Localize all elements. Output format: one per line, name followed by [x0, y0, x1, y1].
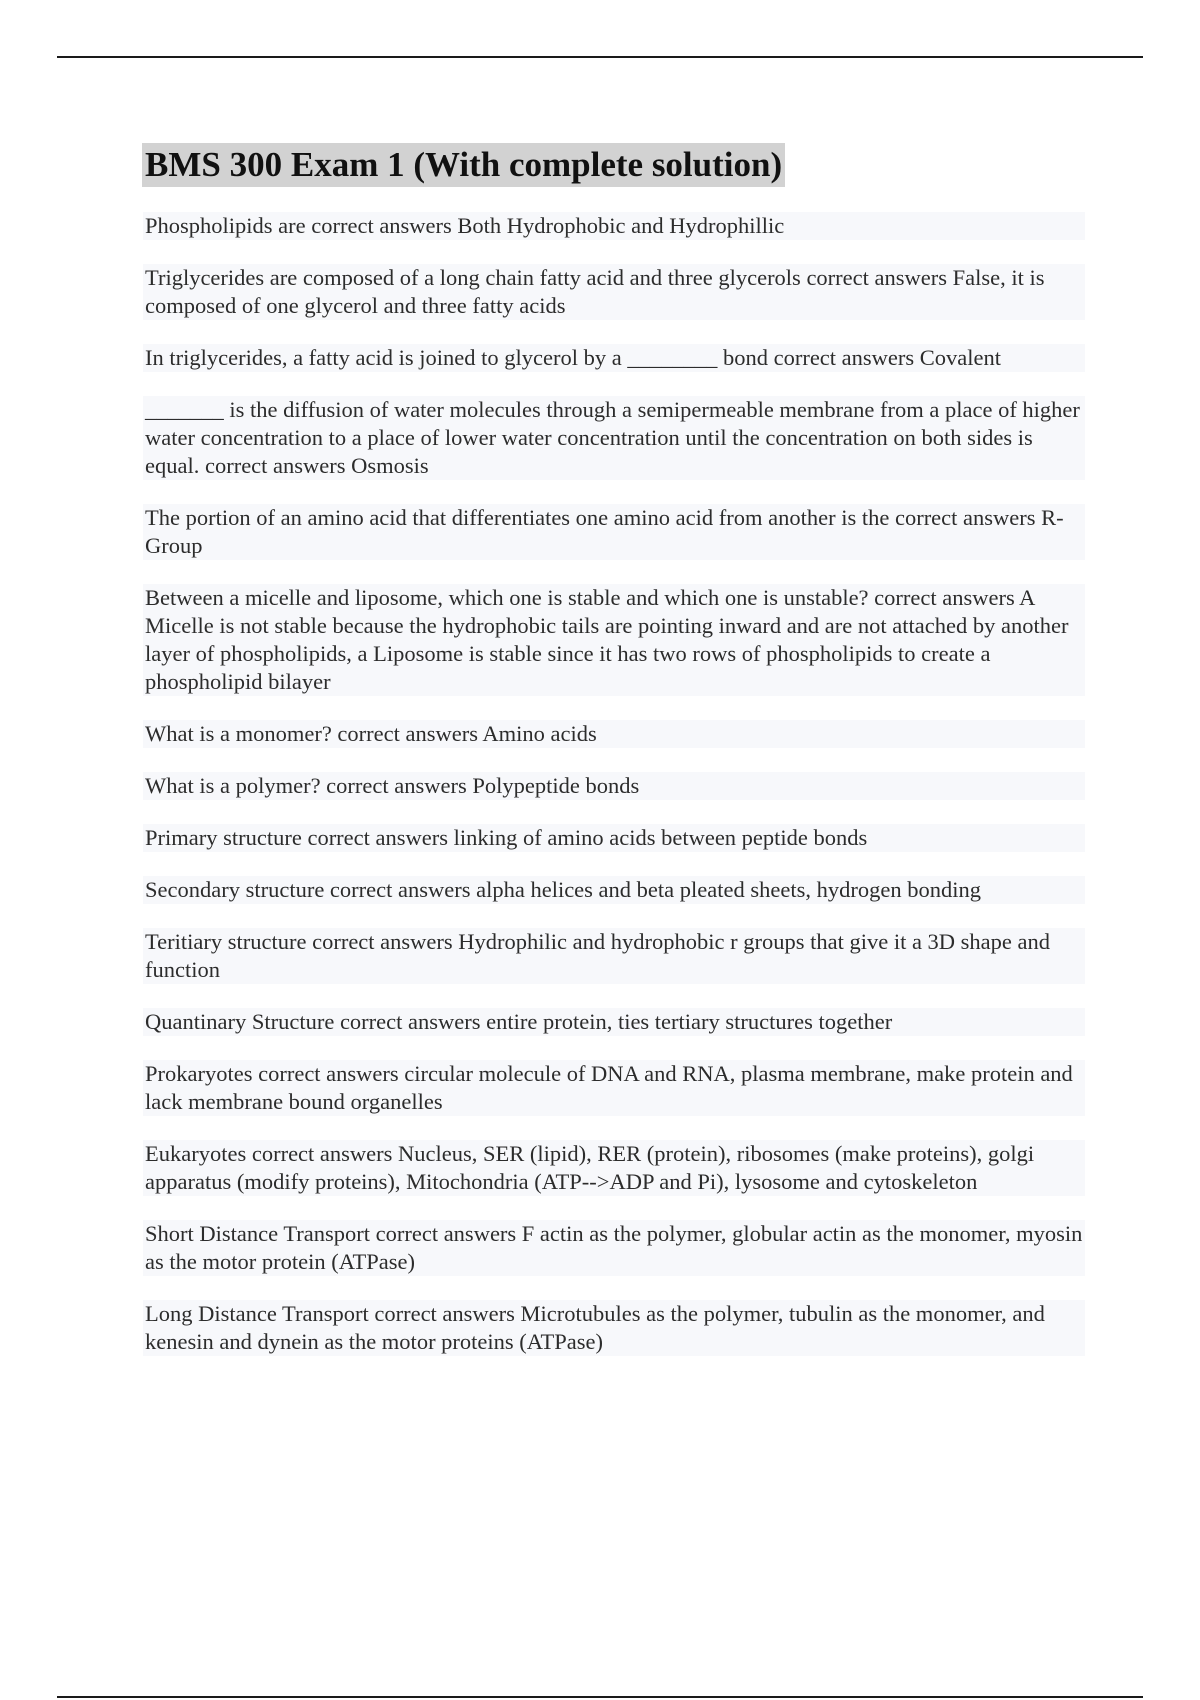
- qa-item: The portion of an amino acid that differentiates one amino acid from another is the correct answers R-Group: [143, 504, 1085, 560]
- qa-item: Triglycerides are composed of a long chain fatty acid and three glycerols correct answers False, it is composed of one glycerol and three fatty acids: [143, 264, 1085, 320]
- qa-item: Prokaryotes correct answers circular molecule of DNA and RNA, plasma membrane, make protein and lack membrane bound organelles: [143, 1060, 1085, 1116]
- qa-item: In triglycerides, a fatty acid is joined to glycerol by a ________ bond correct answers Covalent: [143, 344, 1085, 372]
- qa-item: Teritiary structure correct answers Hydrophilic and hydrophobic r groups that give it a 3D shape and function: [143, 928, 1085, 984]
- qa-item: Primary structure correct answers linking of amino acids between peptide bonds: [143, 824, 1085, 852]
- qa-item: Eukaryotes correct answers Nucleus, SER (lipid), RER (protein), ribosomes (make proteins), golgi apparatus (modify proteins), Mitochondria (ATP-->ADP and Pi), lysosome and cytoskeleton: [143, 1140, 1085, 1196]
- header-rule: [57, 56, 1143, 58]
- qa-item: _______ is the diffusion of water molecules through a semipermeable membrane from a place of higher water concentration to a place of lower water concentration until the concentration on both sides is equal. correct answers Osmosis: [143, 396, 1085, 480]
- qa-item: Phospholipids are correct answers Both Hydrophobic and Hydrophillic: [143, 212, 1085, 240]
- qa-item: Secondary structure correct answers alpha helices and beta pleated sheets, hydrogen bonding: [143, 876, 1085, 904]
- qa-item: Between a micelle and liposome, which one is stable and which one is unstable? correct answers A Micelle is not stable because the hydrophobic tails are pointing inward and are not attached by another layer of phospholipids, a Liposome is stable since it has two rows of phospholipids to create a phospholipid bilayer: [143, 584, 1085, 696]
- qa-item: Quantinary Structure correct answers entire protein, ties tertiary structures together: [143, 1008, 1085, 1036]
- document-title: BMS 300 Exam 1 (With complete solution): [142, 143, 785, 187]
- qa-item: What is a monomer? correct answers Amino acids: [143, 720, 1085, 748]
- qa-item: Long Distance Transport correct answers Microtubules as the polymer, tubulin as the monomer, and kenesin and dynein as the motor proteins (ATPase): [143, 1300, 1085, 1356]
- document-body: [145, 143, 1085, 1380]
- qa-item: Short Distance Transport correct answers F actin as the polymer, globular actin as the monomer, myosin as the motor protein (ATPase): [143, 1220, 1085, 1276]
- qa-item: What is a polymer? correct answers Polypeptide bonds: [143, 772, 1085, 800]
- footer-rule: [57, 1696, 1143, 1698]
